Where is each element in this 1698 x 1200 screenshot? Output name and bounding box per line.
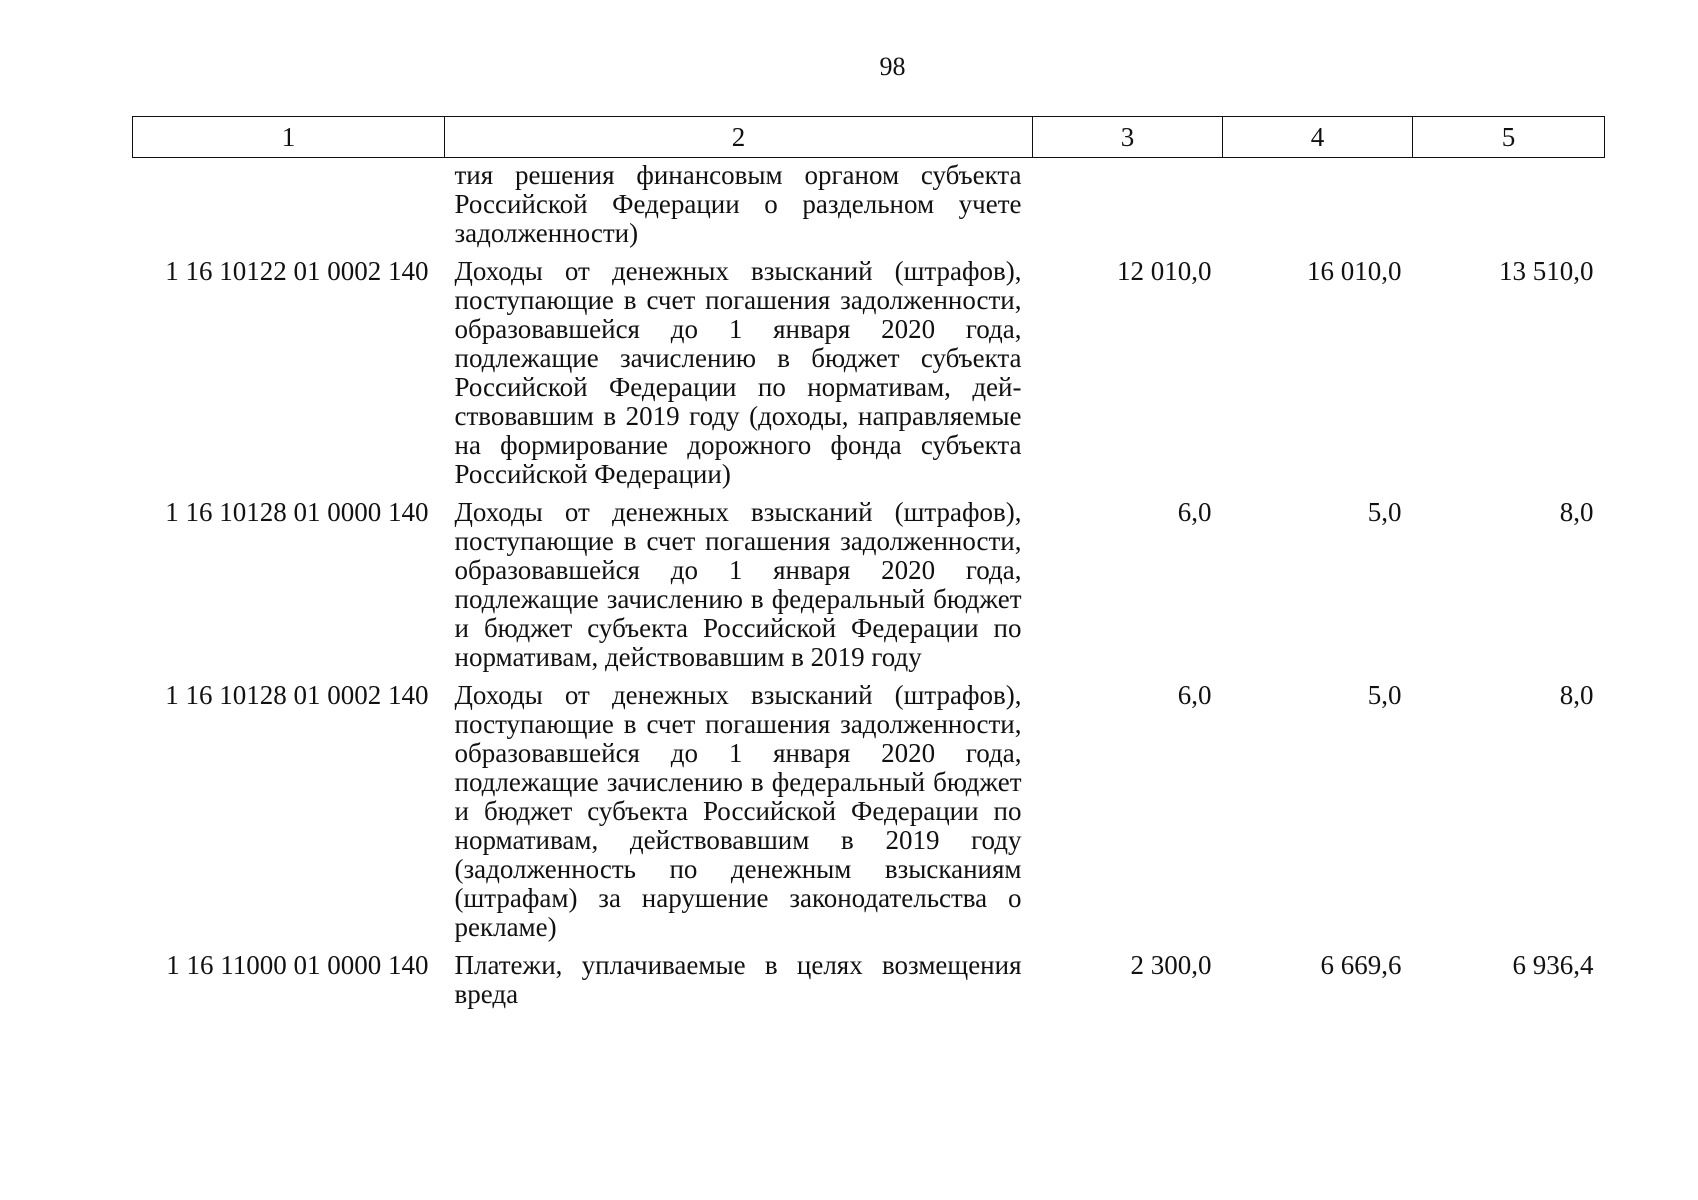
column-header-2: 2 — [445, 117, 1033, 158]
column-header-3: 3 — [1033, 117, 1223, 158]
row-code: 1 16 10122 01 0002 140 — [165, 256, 429, 286]
row-value-col4: 5,0 — [1367, 497, 1402, 527]
row-value-col3: 12 010,0 — [1117, 256, 1212, 286]
column-header-1: 1 — [133, 117, 445, 158]
table-row — [133, 681, 1605, 951]
table-header-row — [133, 117, 1605, 158]
row-value-col4 — [1223, 158, 1413, 258]
table-row — [133, 498, 1605, 681]
table-row — [133, 257, 1605, 498]
page-number: 98 — [879, 52, 906, 81]
row-code: 1 16 10128 01 0000 140 — [165, 497, 429, 527]
row-value-col5: 13 510,0 — [1499, 256, 1594, 286]
column-header-5: 5 — [1413, 117, 1605, 158]
row-value-col4: 5,0 — [1367, 680, 1402, 710]
row-code: 1 16 11000 01 0000 140 — [166, 950, 429, 980]
row-value-col4: 16 010,0 — [1307, 256, 1402, 286]
row-value-col3: 6,0 — [1177, 680, 1212, 710]
table-row — [133, 158, 1605, 258]
row-description: Доходы от денежных взысканий (штрафов), поступающие в счет погашения задолженности, образовавшейся до 1 января 2020 года, подлежащие зачислению в федеральный бюджет и бюджет субъекта Российской Федерации по нормативам, действовавшим в 2019 году — [454, 497, 1022, 672]
row-value-col3: 2 300,0 — [1130, 950, 1212, 980]
row-value-col5: 8,0 — [1559, 497, 1594, 527]
row-value-col5: 6 936,4 — [1512, 950, 1594, 980]
row-description: Платежи, уплачиваемые в целях возмещения вреда — [454, 950, 1022, 1009]
row-code: 1 16 10128 01 0002 140 — [165, 680, 429, 710]
row-description: Доходы от денежных взысканий (штрафов), поступающие в счет погашения задолженности, образовавшейся до 1 января 2020 года, подлежащие зачислению в федеральный бюджет и бюджет субъекта Российской Федерации по нормативам, действовавшим в 2019 году (задолженность по денежным взысканиям (штрафам) за нарушение законодательства о рекламе) — [454, 680, 1022, 942]
column-header-4: 4 — [1223, 117, 1413, 158]
budget-table — [132, 116, 1605, 1018]
row-code — [133, 158, 445, 258]
table-row — [133, 951, 1605, 1018]
row-value-col3 — [1033, 158, 1223, 258]
row-value-col3: 6,0 — [1177, 497, 1212, 527]
row-value-col5 — [1413, 158, 1605, 258]
row-description: тия решения финансовым органом субъекта Российской Федерации о раздельном учете задолженности) — [454, 160, 1022, 248]
row-value-col5: 8,0 — [1559, 680, 1594, 710]
row-description: Доходы от денежных взысканий (штрафов), поступающие в счет погашения задолженности, образовавшейся до 1 января 2020 года, подлежащие зачислению в бюджет субъекта Российской Федерации по нормативам, действовавшим в 2019 году (доходы, направляемые на формирование дорожного фонда субъекта Российской Федерации) — [454, 256, 1022, 489]
row-value-col4: 6 669,6 — [1320, 950, 1402, 980]
